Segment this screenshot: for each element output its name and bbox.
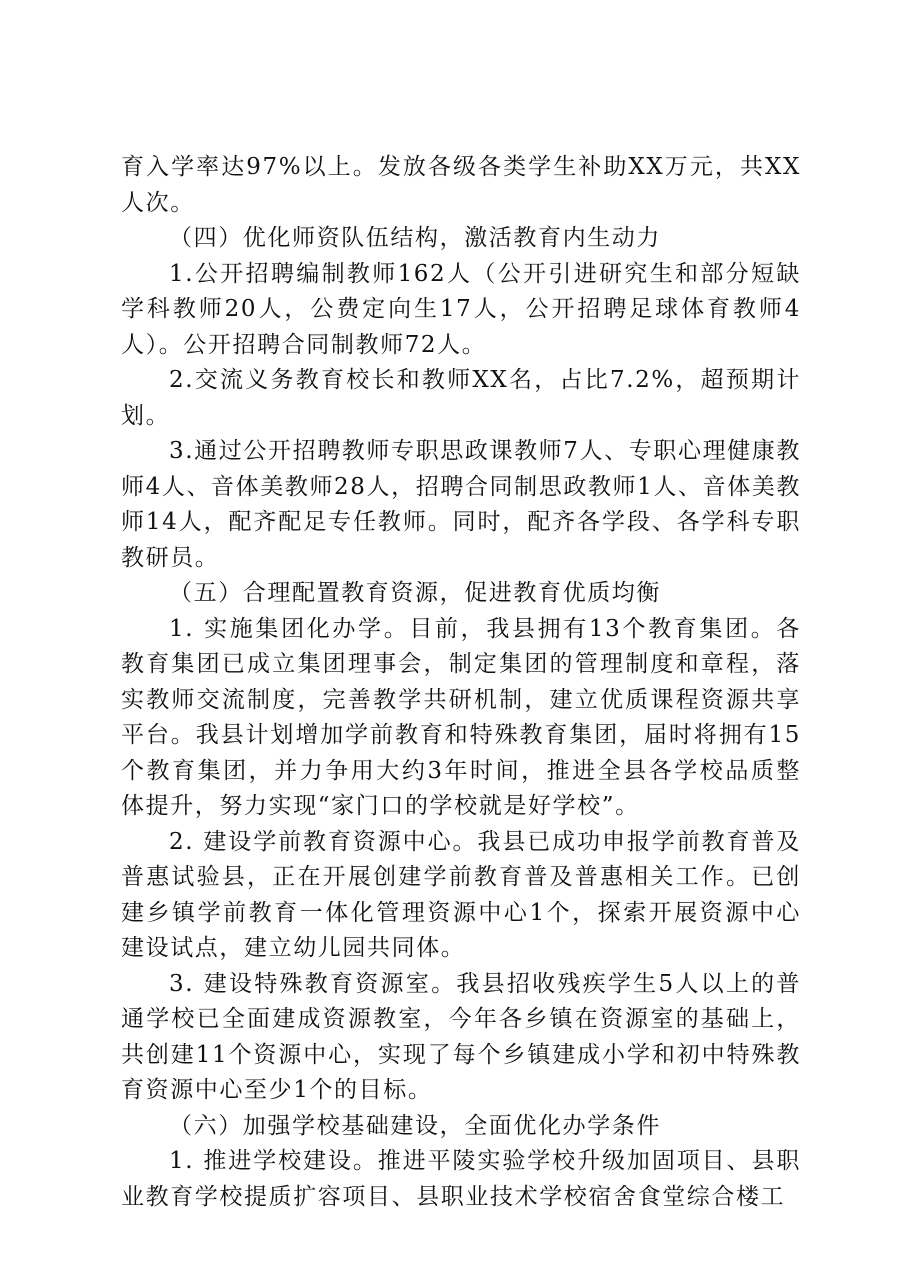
paragraph-4-1: 1.公开招聘编制教师162人（公开引进研究生和部分短缺学科教师20人，公费定向生17人，公开招聘足球体育教师4人）。公开招聘合同制教师72人。	[121, 260, 801, 358]
document-page	[121, 150, 801, 1215]
paragraph-4-3: 3.通过公开招聘教师专职思政课教师7人、专职心理健康教师4人、音体美教师28人，招聘合同制思政教师1人、音体美教师14人，配齐配足专任教师。同时，配齐各学段、各学科专职教研员。	[121, 438, 801, 571]
paragraph-4-2: 2.交流义务教育校长和教师XX名，占比7.2%，超预期计划。	[121, 367, 801, 429]
paragraph-5-2: 2. 建设学前教育资源中心。我县已成功申报学前教育普及普惠试验县，正在开展创建学前教育普及普惠相关工作。已创建乡镇学前教育一体化管理资源中心1个，探索开展资源中心建设试点，建立幼儿园共同体。	[121, 828, 801, 961]
section-heading-6: （六）加强学校基础建设，全面优化办学条件	[169, 1112, 661, 1139]
paragraph-6-1: 1. 推进学校建设。推进平陵实验学校升级加固项目、县职业教育学校提质扩容项目、县职业技术学校宿舍食堂综合楼工	[121, 1148, 801, 1210]
section-heading-5: （五）合理配置教育资源，促进教育优质均衡	[169, 580, 661, 606]
section-heading-4: （四）优化师资队伍结构，激活教育内生动力	[169, 225, 661, 251]
paragraph-5-1: 1. 实施集团化办学。目前，我县拥有13个教育集团。各教育集团已成立集团理事会，制定集团的管理制度和章程，落实教师交流制度，完善教学共研机制，建立优质课程资源共享平台。我县计划增加学前教育和特殊教育集团，届时将拥有15个教育集团，并力争用大约3年时间，推进全县各学校品质整体提升，努力实现“家门口的学校就是好学校”。	[121, 615, 801, 819]
paragraph-5-3: 3. 建设特殊教育资源室。我县招收残疾学生5人以上的普通学校已全面建成资源教室，今年各乡镇在资源室的基础上，共创建11个资源中心，实现了每个乡镇建成小学和初中特殊教育资源中心至少1个的目标。	[121, 970, 801, 1103]
paragraph-continuation: 育入学率达97%以上。发放各级各类学生补助XX万元，共XX人次。	[121, 154, 801, 216]
